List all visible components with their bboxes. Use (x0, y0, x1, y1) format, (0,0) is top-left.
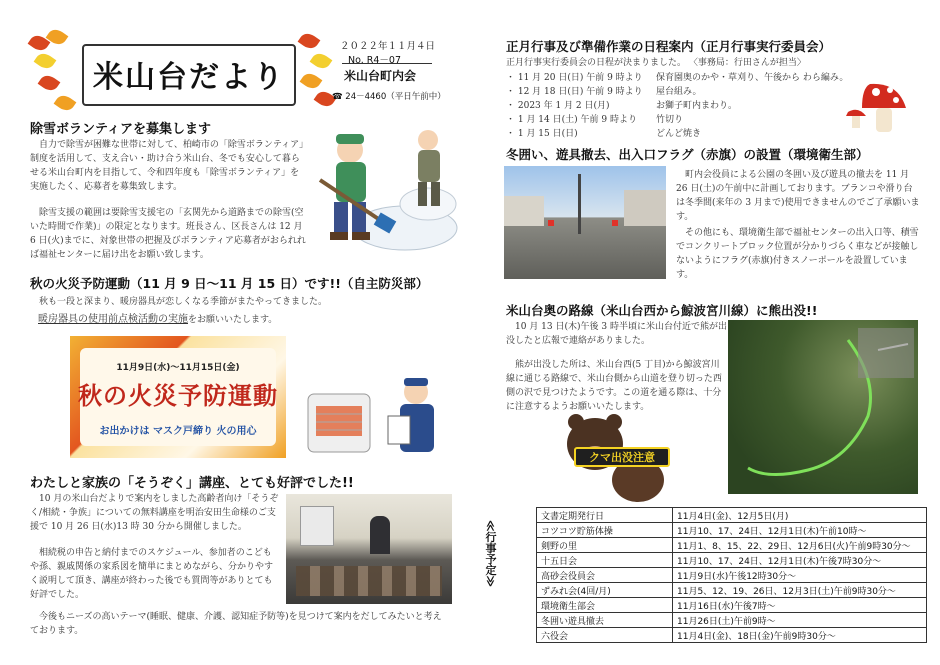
poster-title: 秋の火災予防運動 (78, 382, 278, 410)
table-row: 高砂会役員会 11月9日(水)午後12時30分～ (537, 568, 927, 583)
issue-date: ２０２２年１１月４日 (340, 41, 436, 52)
house (624, 190, 666, 226)
newyear-heading: 正月行事及び準備作業の日程案内（正月行事実行委員会） (506, 39, 832, 54)
table-row: 十五日会 11月10、17、24日、12月1日(木)午後7時30分～ (537, 553, 927, 568)
table-row: 環境衛生部会 11月16日(水)午後7時～ (537, 598, 927, 613)
newyear-intro: 正月行事実行委員会の日程が決まりました。 〈事務局：行田さんが担当〉 (506, 58, 806, 68)
fire-text: 秋も一段と深まり、暖房器具が恋しくなる季節がまたやってきました。 (39, 297, 328, 307)
maple-leaf-icon (38, 72, 61, 94)
red-flag-icon (612, 220, 618, 226)
maple-leaf-icon (310, 50, 333, 72)
poster-slogan: お出かけは マスク戸締り 火の用心 (99, 426, 257, 437)
house (504, 196, 544, 226)
speaker (370, 516, 390, 554)
red-flag-icon (548, 220, 554, 226)
table-row: 剣野の里 11月1、8、15、22、29日、12月6日(火)午前9時30分～ (537, 538, 927, 553)
snow-heading: 除雪ボランティアを募集します (30, 122, 211, 137)
winter-paragraph-1: 町内会役員による公園の冬囲い及び遊具の撤去を 11 月 26 日(土)の午前中に計画しております。ブランコや滑り台は冬季間(来年の 3 月まで)使用できませんのでご了承願います。 (676, 170, 920, 222)
bear-warning-text: クマ出没注意 (589, 451, 655, 464)
list-item: ・ 11 月 20 日(日) 午前 9 時より 保育園奥のかや・草刈り、午後から わら編み。 (506, 73, 849, 83)
fire-check-suffix: をお願いいたします。 (188, 315, 278, 325)
list-item: ・ 12 月 18 日(日) 午前 9 時より 屋台組み。 (506, 87, 702, 97)
family-paragraph-2: 相続税の申告と納付までのスケジュール、参加者のこどもや孫、親戚関係の家系図を簡単にまとめながら、分かりやすく説明して頂き、講座が終わった後でも質問等がありとても好評でした。 (30, 548, 274, 600)
table-row: 冬囲い遊具撤去 11月26日(土)午前9時～ (537, 613, 927, 628)
maple-leaf-icon (54, 92, 77, 114)
heater-illustration (304, 372, 454, 462)
maple-leaf-icon (34, 50, 57, 72)
park-photo (504, 166, 666, 279)
snow-paragraph-1: 自力で除雪が困難な世帯に対して、柏崎市の「除雪ボランティア」制度を活用して、支え合い・助け合う米山台、冬でも安心して暮らせる米山台町内を目指して、令和四年度も「除雪ボランティア」を実施したく、応募者を募集致します。 (30, 140, 304, 192)
winter-paragraph-2: その他にも、環境衛生部で福祉センターの出入口等、積雪でコンクリートブロック位置が分かりづらく車などが接触しないようにフラグ(赤旗)付きスノーポールを設置しています。 (676, 228, 919, 280)
table-row: コツコツ貯筋体操 11月10、17、24日、12月1日(木)午前10時～ (537, 523, 927, 538)
seminar-photo (286, 494, 452, 604)
fire-heading: 秋の火災予防運動（11 月 9 日～11 月 15 日）です!!（自主防災部） (30, 276, 429, 291)
list-item: ・ 1 月 15 日(日) どんど焼き (506, 129, 702, 139)
table-row: 文書定期発行日 11月4日(金)、12月5日(月) (537, 508, 927, 523)
schedule-table (536, 507, 927, 643)
family-paragraph-3: 今後もニーズの高いテーマ(睡眠、健康、介護、認知症予防等)を見つけて案内をだしてみたいと考えております。 (30, 612, 442, 636)
bear-heading: 米山台奥の路線（米山台西から鯨波宮川線）に熊出没!! (506, 303, 818, 318)
list-item: ・ 1 月 14 日(土) 午前 9 時より 竹切り (506, 115, 684, 125)
phone: ☎ 24－4460（平日午前中） (332, 92, 446, 102)
poster-dates: 11月9日(水)～11月15日(金) (116, 363, 240, 373)
whiteboard (300, 506, 334, 546)
divider (342, 63, 432, 64)
audience (296, 566, 442, 596)
pole (578, 174, 581, 234)
snow-shoveling-illustration (310, 120, 460, 252)
fire-check-line (38, 313, 458, 327)
table-row: ずみれ会(4回/月) 11月5、12、19、26日、12月3日(土)午前9時30分～ (537, 583, 927, 598)
family-paragraph-1: 10 月の米山台だよりで案内をしました高齢者向け「そうぞく/相続・争族」についての無料講座を明治安田生命様のご支援で 10 月 26 日(水)13 時 30 分から開催しました。 (30, 494, 279, 532)
maple-leaf-icon (300, 70, 323, 92)
publisher: 米山台町内会 (344, 69, 417, 83)
winter-heading: 冬囲い、遊具撤去、出入口フラグ（赤旗）の設置（環境衛生部） (506, 147, 869, 162)
bear-paragraph-2: 熊が出没した所は、米山台西(5 丁目)から鯨波宮川線に通じる路線で、米山台側から山道を登り切った西側の沢で見つけたようです。この道を通る際は、十分に注意するようお願いいたします。 (506, 360, 722, 412)
fire-prevention-poster (70, 336, 286, 458)
table-row: 六役会 11月4日(金)、18日(金)午前9時30分～ (537, 628, 927, 643)
bear-map (728, 320, 918, 494)
maple-leaf-icon (46, 26, 69, 48)
list-item: ・ 2023 年 1 月 2 日(月) お獅子町内まわり。 (506, 101, 738, 111)
fire-check-link[interactable]: 暖房器具の使用前点検活動の実施 (38, 314, 188, 325)
schedule-label: ≪行事予定≫ (484, 520, 497, 588)
newyear-list (506, 71, 849, 141)
issue-number: No. R4－07 (348, 55, 402, 66)
maple-leaf-icon (298, 30, 321, 52)
family-heading: わたしと家族の「そうぞく」講座、とても好評でした!! (30, 476, 354, 491)
snow-paragraph-2: 除雪支援の範囲は要除雪支援宅の「玄関先から道路までの除雪(空いた時間で作業)」の限定となります。班長さん、区長さんは 12 月 6 日(火)までに、対象世帯の把握及びボランティア応募者がおられれば福祉センターに届け出をお願い致します。 (30, 208, 306, 260)
bear-paragraph-1: 10 月 13 日(木)午後 3 時半頃に米山台付近で熊が出没したと広報で連絡がありました。 (506, 322, 727, 346)
page-title: 米山台だより (93, 60, 285, 95)
mushroom-illustration (846, 76, 916, 136)
